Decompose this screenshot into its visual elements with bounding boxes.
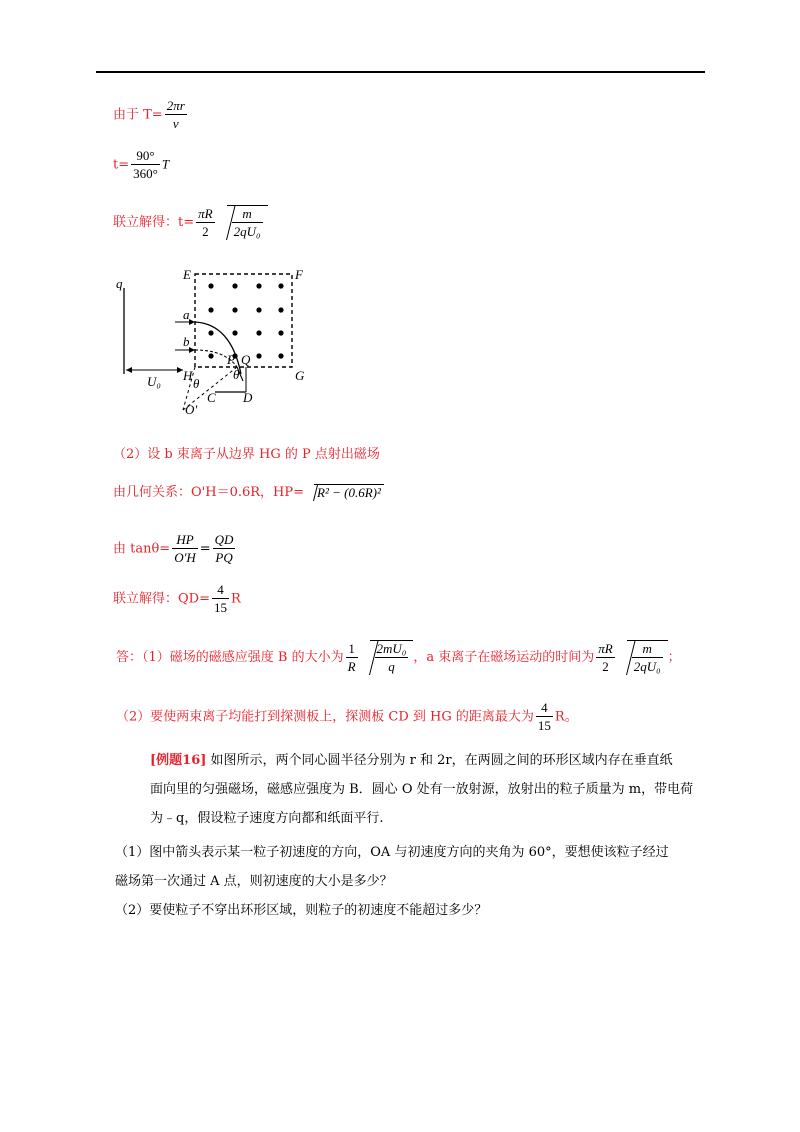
radicand: R² − (0.6R)² [314,484,384,501]
example-16-statement [116,746,706,833]
label-E: E [183,267,191,282]
formula-solve-time-prefix: 联立解得：t [113,215,184,230]
formula-period [113,98,189,132]
example-label: [例题16] [150,753,207,768]
answer-part1-end: ； [667,650,681,665]
magnetic-field-figure [113,266,313,416]
sqrt-m-over-2qU0-answer [617,640,668,675]
symbol-T: T [161,156,170,172]
fraction-4-over-15-answer [536,700,553,734]
fraction-qd-over-pq [213,532,236,566]
numerator: 4 [536,700,553,717]
formula-time-prefix: t= [113,157,130,173]
label-theta-right: θ [233,367,240,382]
denominator: 2qU₀ [633,659,661,674]
part2-title: （2）设 b 束离子从边界 HG 的 P 点射出磁场 [113,447,380,462]
formula-solve-time [113,205,268,240]
numerator: m [232,206,263,223]
answer-part2-suffix: R。 [554,709,578,725]
numerator: 2mU₀ [376,641,407,656]
label-b: b [183,334,190,349]
numerator: 2πr [166,98,185,113]
sqrt-m-over-2qU0 [217,205,268,240]
denominator: 2qU₀ [233,224,261,239]
fraction-90-over-360 [131,148,160,182]
numerator: HP [172,532,198,549]
example-16-questions [115,838,705,925]
numerator: 1 [346,641,358,658]
denominator: 15 [213,600,227,615]
answer-part1-mid: ，a 束离子在磁场运动的时间为 [413,650,595,665]
denominator: 2 [602,658,609,674]
tan-relation [113,532,237,566]
label-C: C [207,390,216,405]
fraction-4-over-15 [212,582,229,616]
denominator: PQ [215,550,233,565]
tan-relation-prefix: 由 tanθ= [113,541,171,557]
label-G: G [295,368,305,383]
denominator: 2 [202,223,209,239]
label-P: P [227,352,235,367]
answer-part1 [116,640,681,675]
solve-qd [113,582,241,616]
example-line-2: 面向里的匀强磁场，磁感应强度为 B．圆心 O 处有一放射源，放射出的粒子质量为 m，带电荷 [150,782,694,797]
label-F: F [295,267,303,282]
denominator: 360° [133,166,158,181]
example-line-1 [116,746,706,775]
label-q: q [116,276,123,291]
label-H: H [183,368,193,383]
equals-sign: = [183,215,195,230]
symbol-R: R [230,591,241,607]
numerator: m [632,641,663,658]
question-1-line-1: （1）图中箭头表示某一粒子初速度的方向，OA 与初速度方向的夹角为 60°，要想使该粒子经过 [115,845,669,860]
label-theta-left: θ [193,376,200,391]
geometry-relation-prefix: 由几何关系：O'H＝0.6R，HP [113,485,294,500]
fraction-piR-over-2-answer [596,641,614,675]
sqrt-2mU0-over-q [360,640,414,675]
fraction-piR-over-2 [196,206,214,240]
equals-sign: = [199,541,211,557]
field-dots [208,283,283,358]
numerator: QD [214,532,234,547]
numerator: 90° [131,148,160,165]
example-text-1: 如图所示，两个同心圆半径分别为 r 和 2r，在两圆之间的环形区域内存在垂直纸 [210,753,673,768]
answer-part1-prefix: 答：（1）磁场的磁感应强度 B 的大小为 [116,650,344,665]
label-Q: Q [241,352,251,367]
header-rule [96,71,705,73]
question-2: （2）要使粒子不穿出环形区域，则粒子的初速度不能超过多少？ [115,903,488,918]
fraction-hp-over-oh [172,532,198,566]
example-line-3: 为﹣q，假设粒子速度方向都和纸面平行. [150,811,384,826]
denominator: 15 [537,718,551,733]
fraction-2pir-over-v [165,98,187,132]
equals-sign: = [293,485,305,500]
solve-qd-prefix: 联立解得：QD= [113,591,210,607]
numerator: πR [598,640,613,656]
numerator: 4 [212,582,229,599]
geometry-relation [113,484,384,501]
denominator: O'H [174,550,196,565]
fraction-1-over-R [346,641,358,675]
label-U0: U₀ [147,374,161,389]
label-D: D [243,390,253,405]
denominator: v [172,116,179,131]
denominator: q [388,659,395,674]
answer-part2 [116,700,578,734]
sqrt-hp [304,484,384,501]
formula-period-prefix: 由于 T= [113,107,163,123]
answer-part2-prefix: （2）要使两束离子均能打到探测板上，探测板 CD 到 HG 的距离最大为 [116,709,534,725]
label-O-prime: O' [185,402,198,416]
label-a: a [183,307,190,322]
denominator: R [347,658,356,674]
numerator: πR [198,205,213,221]
question-1-line-2: 磁场第一次通过 A 点，则初速度的大小是多少？ [115,874,393,889]
formula-time [113,148,169,182]
